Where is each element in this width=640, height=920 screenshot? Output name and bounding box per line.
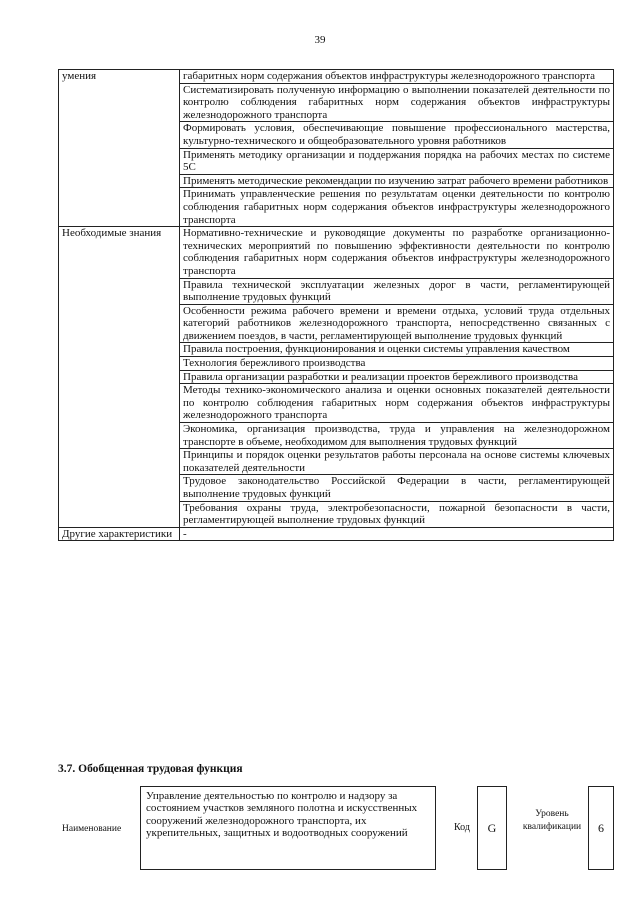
code-label: Код <box>454 822 470 833</box>
table-row <box>59 527 614 541</box>
row-item-text: - <box>180 527 614 541</box>
function-name-box: Управление деятельностью по контролю и надзору за состоянием участков земляного полотна и искусственных сооружений железнодорожного транспорта, их укрепительных, защитных и водоотводных сооружений <box>140 786 436 870</box>
code-box: G <box>477 786 507 870</box>
row-item-text: Применять методику организации и поддержания порядка на рабочих местах по системе 5С <box>180 148 614 174</box>
competency-table <box>58 69 614 541</box>
qualification-level-label: Уровень квалификации <box>522 809 582 832</box>
row-item-text: Правила построения, функционирования и оценки системы управления качеством <box>180 343 614 357</box>
row-item-text: Правила организации разработки и реализации проектов бережливого производства <box>180 370 614 384</box>
competency-table-body <box>59 70 614 541</box>
row-item-text: Особенности режима рабочего времени и времени отдыха, условий труда отдельных категорий работников железнодорожного транспорта, непосредственно связанных с движением поездов, в части, регламентирующей выполнение трудовых функций <box>180 304 614 343</box>
row-item-text: Правила технической эксплуатации железных дорог в части, регламентирующей выполнение трудовых функций <box>180 278 614 304</box>
generalized-function-block <box>58 786 618 876</box>
row-item-text: Систематизировать полученную информацию о выполнении показателей деятельности по контролю соблюдения габаритных норм содержания объектов инфраструктуры железнодорожного транспорта <box>180 83 614 122</box>
row-category-label: Другие характеристики <box>59 527 180 541</box>
row-item-text: Экономика, организация производства, труда и управления на железнодорожном транспорте в объеме, необходимом для выполнения трудовых функций <box>180 423 614 449</box>
row-item-text: Принципы и порядок оценки результатов работы персонала на основе системы ключевых показателей деятельности <box>180 449 614 475</box>
table-row <box>59 227 614 278</box>
row-item-text: Применять методические рекомендации по изучению затрат рабочего времени работников <box>180 174 614 188</box>
row-item-text: Трудовое законодательство Российской Федерации в части, регламентирующей выполнение трудовых функций <box>180 475 614 501</box>
row-item-text: габаритных норм содержания объектов инфраструктуры железнодорожного транспорта <box>180 70 614 84</box>
section-title: 3.7. Обобщенная трудовая функция <box>58 763 243 775</box>
row-item-text: Нормативно-технические и руководящие документы по разработке организационно-технических мероприятий по повышению эффективности деятельности по контролю соблюдения габаритных норм содержания объектов инфраструктуры железнодорожного транспорта <box>180 227 614 278</box>
row-category-label: умения <box>59 70 180 227</box>
row-item-text: Принимать управленческие решения по результатам оценки деятельности по контролю соблюдения габаритных норм содержания объектов инфраструктуры железнодорожного транспорта <box>180 188 614 227</box>
row-item-text: Методы технико-экономического анализа и оценки основных показателей деятельности по контролю соблюдения габаритных норм содержания объектов инфраструктуры железнодорожного транспорта <box>180 384 614 423</box>
qualification-level-box: 6 <box>588 786 614 870</box>
row-item-text: Формировать условия, обеспечивающие повышение профессионального мастерства, культурно-технического и общеобразовательного уровня работников <box>180 122 614 148</box>
page-number: 39 <box>314 34 326 46</box>
name-label: Наименование <box>62 824 122 834</box>
table-row <box>59 70 614 84</box>
row-item-text: Технология бережливого производства <box>180 357 614 371</box>
row-category-label: Необходимые знания <box>59 227 180 528</box>
row-item-text: Требования охраны труда, электробезопасности, пожарной безопасности в части, регламентирующей выполнение трудовых функций <box>180 501 614 527</box>
